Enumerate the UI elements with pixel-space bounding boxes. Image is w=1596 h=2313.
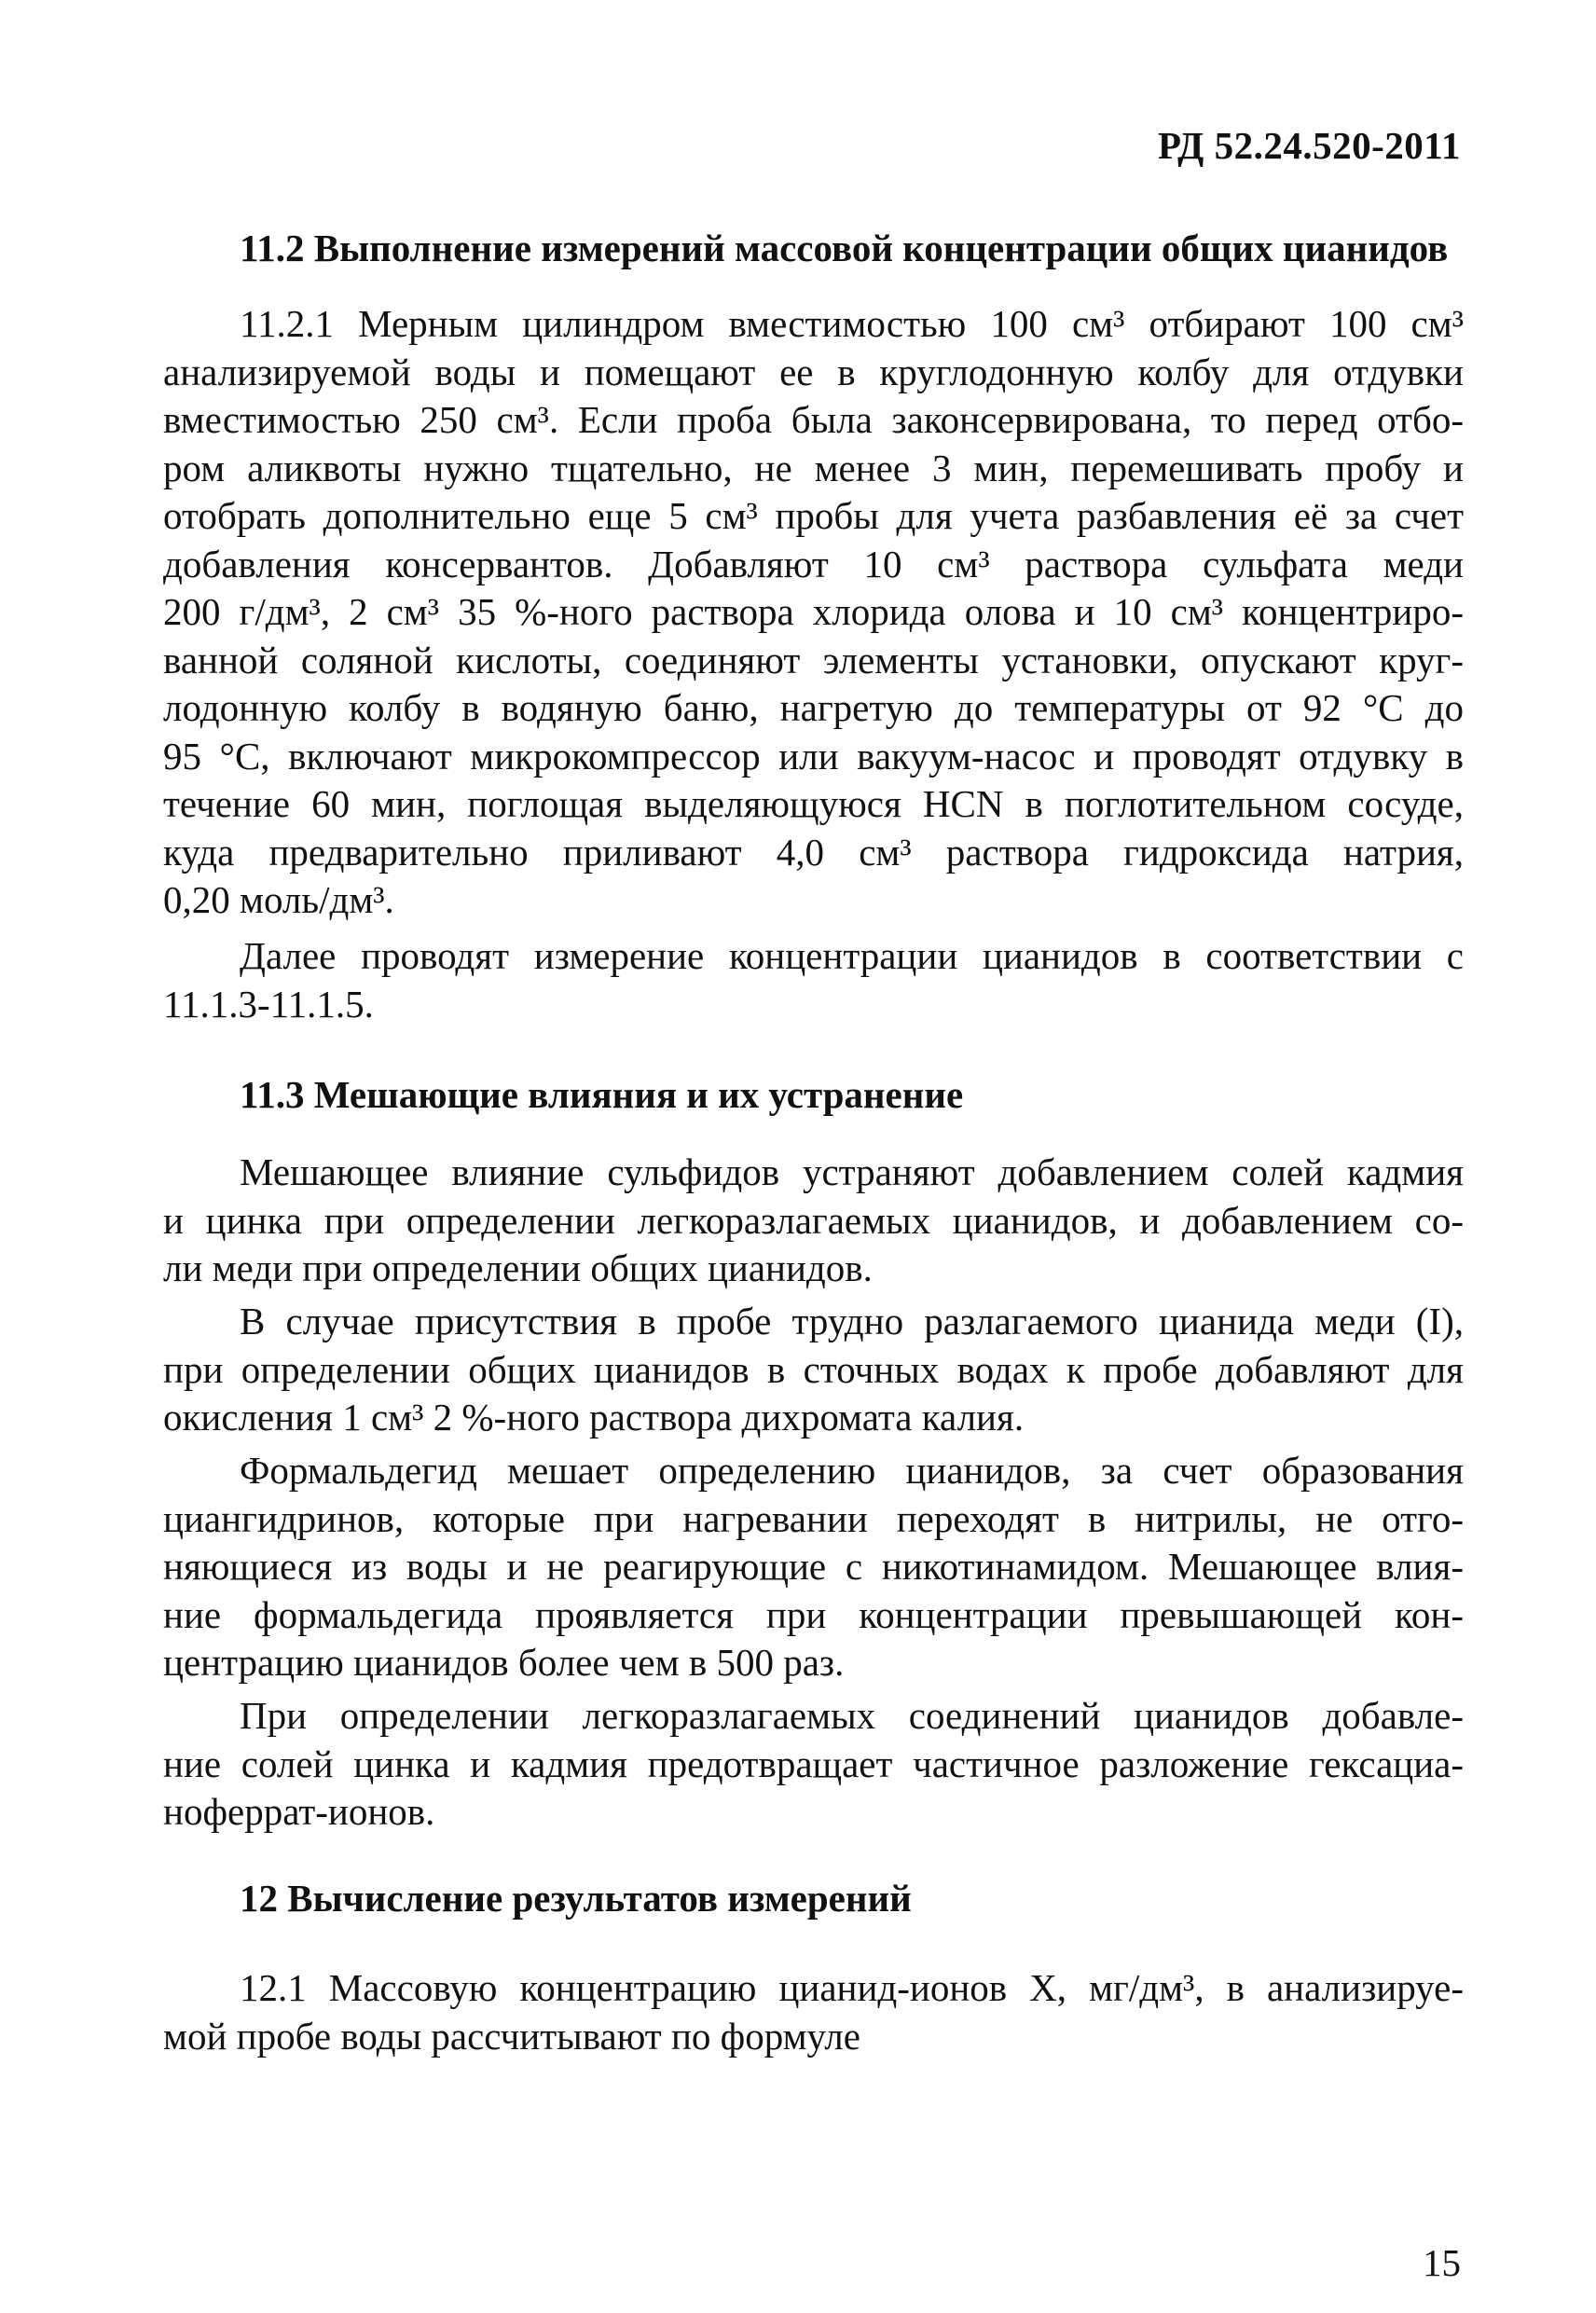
text-line: отобрать дополнительно еще 5 см³ пробы для учета разбавления её за счет <box>163 494 1464 537</box>
section-heading-11-3: 11.3 Мешающие влияния и их устранение <box>240 1073 964 1116</box>
text-line: При определении легкоразлагаемых соединений цианидов добавле- <box>240 1694 1464 1737</box>
text-line: мой пробе воды рассчитывают по формуле <box>163 2014 860 2058</box>
text-line: 0,20 моль/дм³. <box>163 878 394 921</box>
text-line: лодонную колбу в водяную баню, нагретую до температуры от 92 °С до <box>163 686 1464 729</box>
text-line: 11.2.1 Мерным цилиндром вместимостью 100 см³ отбирают 100 см³ <box>240 302 1464 345</box>
text-line: ние солей цинка и кадмия предотвращает частичное разложение гексациа- <box>163 1742 1464 1785</box>
text-line: течение 60 мин, поглощая выделяющуюся HCN в поглотительном сосуде, <box>163 782 1464 825</box>
text-line: Мешающее влияние сульфидов устраняют добавлением солей кадмия <box>240 1150 1464 1193</box>
text-line: 12.1 Массовую концентрацию цианид-ионов X, мг/дм³, в анализируе- <box>240 1966 1464 2009</box>
text-line: 200 г/дм³, 2 см³ 35 %-ного раствора хлорида олова и 10 см³ концентриро- <box>163 590 1464 633</box>
text-line: куда предварительно приливают 4,0 см³ раствора гидроксида натрия, <box>163 830 1464 874</box>
section-heading-11-2: 11.2 Выполнение измерений массовой концентрации общих цианидов <box>240 227 1449 269</box>
text-line: 11.1.3-11.1.5. <box>163 982 374 1026</box>
paragraph-11-3-sulfides <box>163 1149 1464 1293</box>
text-line: Формальдегид мешает определению цианидов, за счет образования <box>240 1449 1464 1492</box>
paragraph-11-2-continuation <box>163 932 1464 1028</box>
document-code: РД 52.24.520-2011 <box>1157 124 1461 167</box>
text-line: няющиеся из воды и не реагирующие с никотинамидом. Мешающее влия- <box>163 1545 1464 1588</box>
paragraph-12-1 <box>163 1964 1464 2060</box>
text-line: ром аликвоты нужно тщательно, не менее 3 мин, перемешивать пробу и <box>163 446 1464 489</box>
text-line: при определении общих цианидов в сточных водах к пробе добавляют для <box>163 1347 1464 1391</box>
text-line: В случае присутствия в пробе трудно разлагаемого цианида меди (I), <box>240 1300 1464 1342</box>
paragraph-11-3-formaldehyde <box>163 1447 1464 1687</box>
page-number: 15 <box>1423 2241 1461 2284</box>
text-line: анализируемой воды и помещают ее в круглодонную колбу для отдувки <box>163 350 1464 393</box>
text-line: ли меди при определении общих цианидов. <box>163 1246 873 1289</box>
text-line: Далее проводят измерение концентрации цианидов в соответствии с <box>240 934 1464 977</box>
text-line: 95 °С, включают микрокомпрессор или вакуум-насос и проводят отдувку в <box>163 734 1464 778</box>
text-line: ванной соляной кислоты, соединяют элементы установки, опускают круг- <box>163 638 1464 682</box>
text-line: циангидринов, которые при нагревании переходят в нитрилы, не отго- <box>163 1496 1464 1540</box>
text-line: и цинка при определении легкоразлагаемых цианидов, и добавлением со- <box>163 1198 1464 1242</box>
section-heading-12: 12 Вычисление результатов измерений <box>240 1877 912 1920</box>
text-line: ноферрат-ионов. <box>163 1790 435 1833</box>
text-line: добавления консервантов. Добавляют 10 см³ раствора сульфата меди <box>163 542 1464 585</box>
text-line: ние формальдегида проявляется при концентрации превышающей кон- <box>163 1592 1464 1636</box>
paragraph-11-3-copper <box>163 1298 1464 1442</box>
paragraph-11-2-1 <box>163 300 1464 925</box>
paragraph-11-3-zinc-cadmium <box>163 1692 1464 1837</box>
text-line: окисления 1 см³ 2 %-ного раствора дихромата калия. <box>163 1396 1025 1439</box>
text-line: центрацию цианидов более чем в 500 раз. <box>163 1641 845 1684</box>
text-line: вместимостью 250 см³. Если проба была законсервирована, то перед отбо- <box>163 398 1464 441</box>
